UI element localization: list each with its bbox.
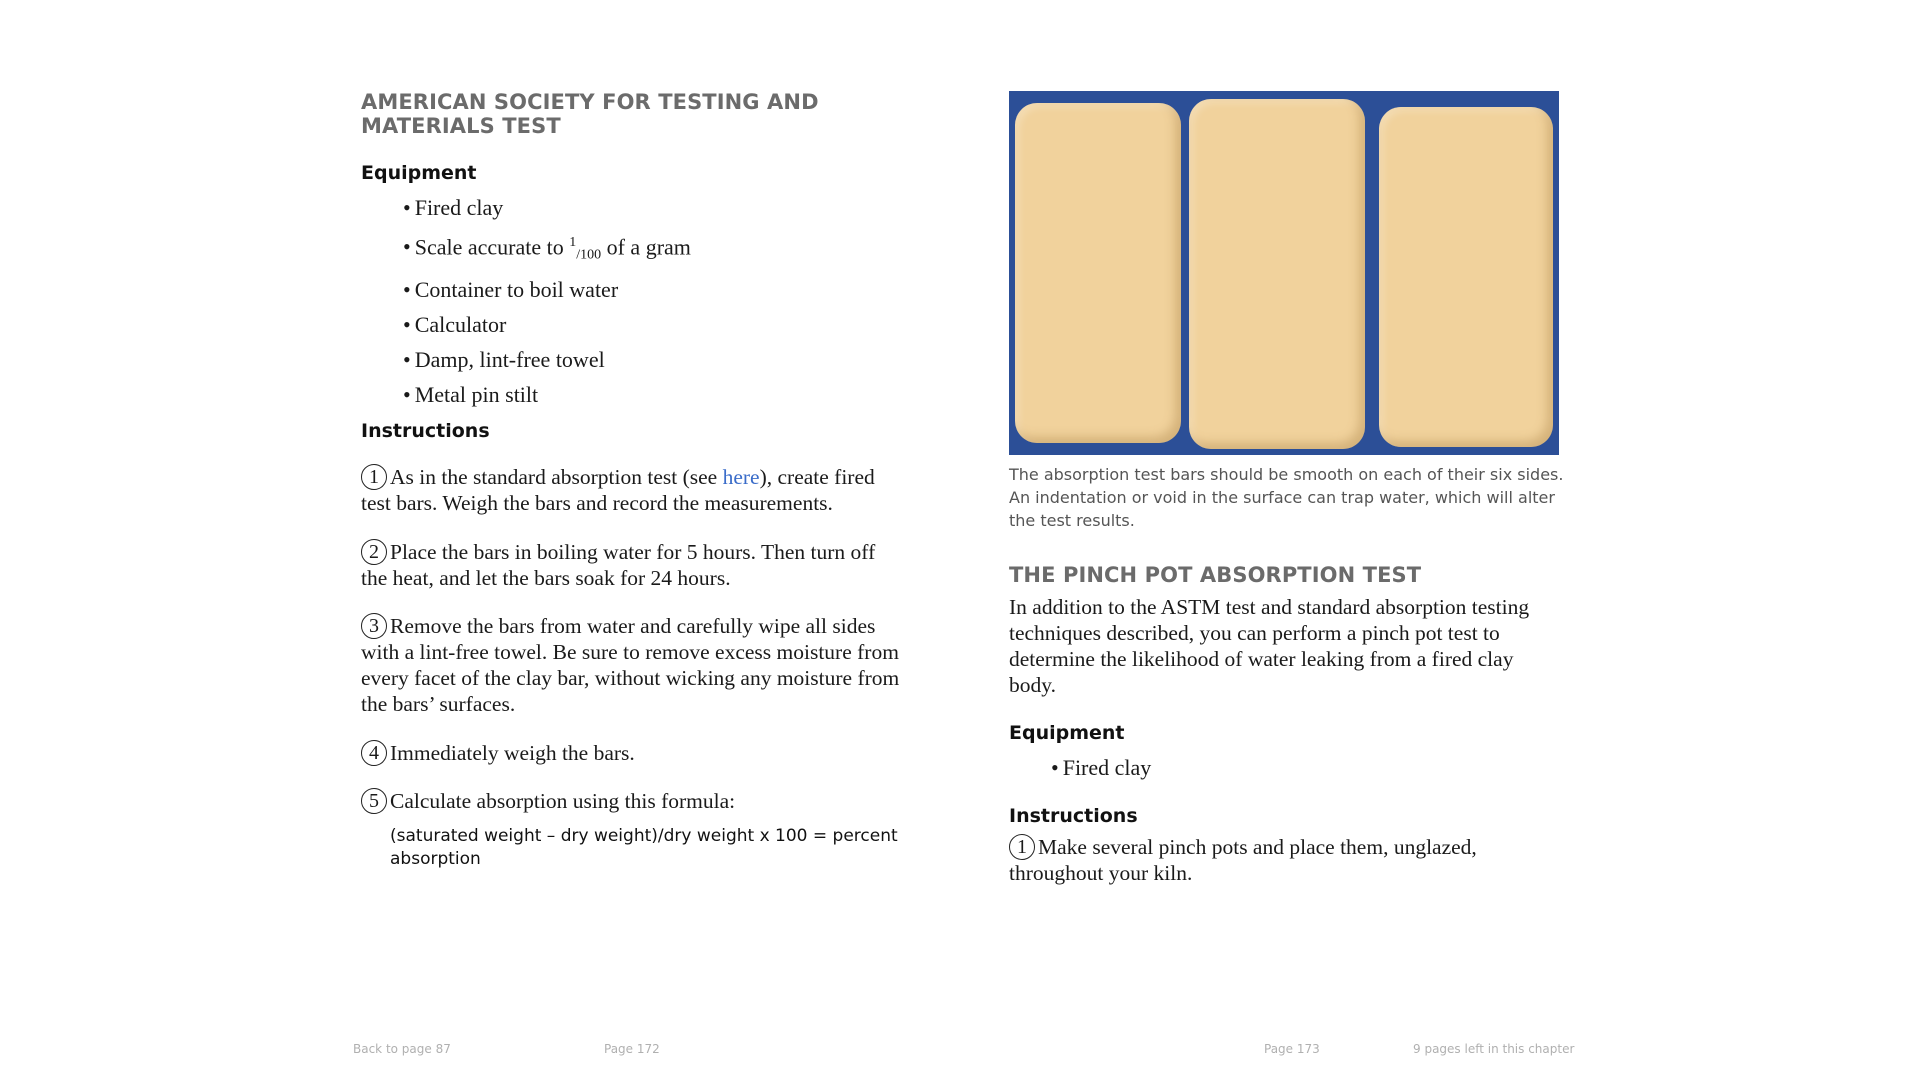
list-item: • Container to boil water <box>403 277 619 303</box>
step-1: 1 As in the standard absorption test (see here), create fired test bars. Weigh the bars and record the measurements. <box>361 465 875 515</box>
photo-caption: The absorption test bars should be smooth on each of their six sides. An indentation or void in the surface can trap water, which will alter the test results. <box>1009 465 1564 530</box>
pages-left-indicator: 9 pages left in this chapter <box>1413 1042 1575 1056</box>
step-number: 1 <box>361 464 387 490</box>
step-number: 4 <box>361 740 387 766</box>
list-item: • Metal pin stilt <box>403 382 539 408</box>
clay-test-bar <box>1015 103 1181 443</box>
left-page-number: Page 172 <box>604 1042 660 1056</box>
step-5: 5 Calculate absorption using this formula: <box>361 788 906 814</box>
list-item: • Scale accurate to $^1_{/100}$ of a gram <box>403 234 691 263</box>
list-item: • Damp, lint-free towel <box>403 347 605 373</box>
equipment-list <box>403 190 691 412</box>
step-3: 3 Remove the bars from water and carefully wipe all sides with a lint-free towel. Be sure to remove excess moisture from every facet of the clay bar, without wicking any moisture from the bars’ surfaces. <box>361 614 900 716</box>
list-item: • Fired clay <box>1051 755 1152 780</box>
here-link[interactable]: here <box>722 465 760 489</box>
right-page-number: Page 173 <box>1264 1042 1320 1056</box>
instructions-heading: Instructions <box>1009 805 1138 827</box>
clay-test-bar <box>1379 107 1553 447</box>
list-item: • Calculator <box>403 312 507 338</box>
step-4: 4 Immediately weigh the bars. <box>361 740 906 766</box>
test-bars-photo <box>1009 91 1559 455</box>
step-number: 2 <box>361 539 387 565</box>
equipment-heading: Equipment <box>361 162 477 184</box>
clay-test-bar <box>1189 99 1365 449</box>
back-to-page-link[interactable]: Back to page 87 <box>353 1042 451 1056</box>
page-title: AMERICAN SOCIETY FOR TESTING AND MATERIALS TEST <box>361 90 819 138</box>
equipment-heading: Equipment <box>1009 722 1125 744</box>
section-title: THE PINCH POT ABSORPTION TEST <box>1009 563 1422 587</box>
step-2: 2 Place the bars in boiling water for 5 hours. Then turn off the heat, and let the bars soak for 24 hours. <box>361 540 876 590</box>
step-1: 1 Make several pinch pots and place them, unglazed, throughout your kiln. <box>1009 835 1477 885</box>
step-number: 3 <box>361 613 387 639</box>
list-item: • Fired clay <box>403 195 504 220</box>
equipment-list <box>1051 750 1151 785</box>
intro-paragraph: In addition to the ASTM test and standard absorption testing techniques described, you can perform a pinch pot test to determine the likelihood of water leaking from a fired clay body. <box>1009 595 1530 697</box>
instructions-heading: Instructions <box>361 420 490 442</box>
step-number: 5 <box>361 788 387 814</box>
step-number: 1 <box>1009 834 1035 860</box>
absorption-formula: (saturated weight – dry weight)/dry weight x 100 = percent absorption <box>390 826 898 869</box>
